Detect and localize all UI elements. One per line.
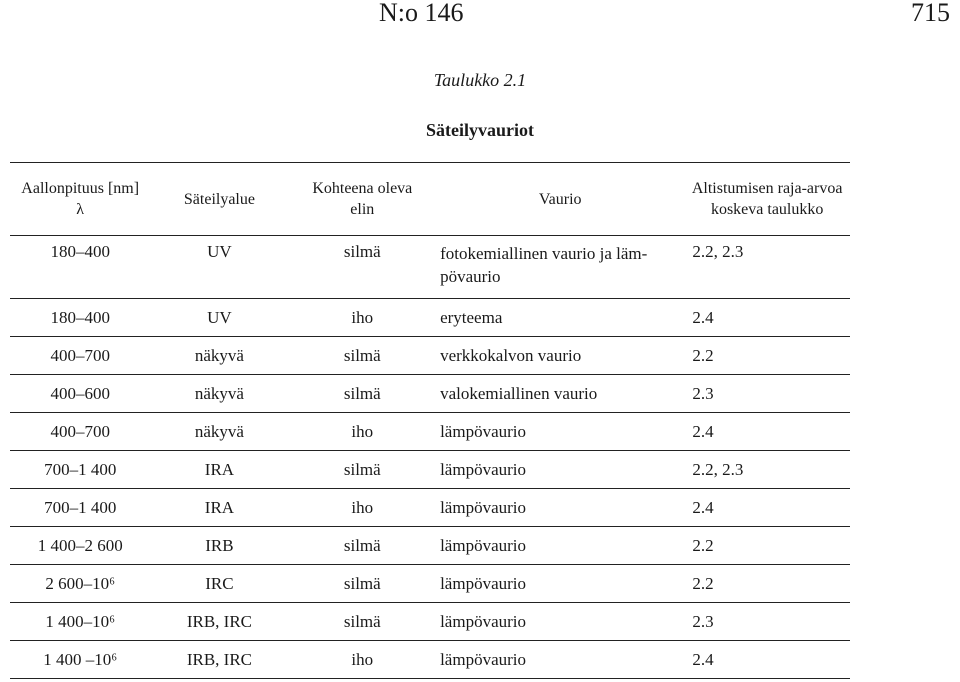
cell-damage bbox=[436, 236, 684, 299]
cell-organ: silmä bbox=[289, 375, 437, 413]
table-row bbox=[10, 375, 850, 413]
document-number: N:o 146 bbox=[379, 0, 464, 27]
cell-damage: eryteema bbox=[436, 299, 684, 337]
cell-damage: verkkokalvon vaurio bbox=[436, 337, 684, 375]
cell-organ: iho bbox=[289, 413, 437, 451]
cell-zone: IRB, IRC bbox=[150, 603, 288, 641]
cell-organ: silmä bbox=[289, 565, 437, 603]
cell-zone: IRB bbox=[150, 527, 288, 565]
cell-damage: lämpövaurio bbox=[436, 527, 684, 565]
cell-wavelength: 1 400–10⁶ bbox=[10, 603, 150, 641]
cell-wavelength: 1 400 –10⁶ bbox=[10, 641, 150, 679]
cell-damage: lämpövaurio bbox=[436, 413, 684, 451]
cell-reference: 2.3 bbox=[684, 375, 850, 413]
cell-zone: näkyvä bbox=[150, 413, 288, 451]
col-wavelength-symbol: λ bbox=[76, 201, 85, 218]
cell-zone: IRA bbox=[150, 451, 288, 489]
table-body bbox=[10, 236, 850, 679]
page-number: 715 bbox=[911, 0, 950, 27]
col-organ bbox=[289, 163, 437, 236]
cell-wavelength: 2 600–10⁶ bbox=[10, 565, 150, 603]
col-wavelength-label: Aallonpituus [nm] bbox=[21, 180, 140, 197]
cell-damage-line1: fotokemiallinen vaurio ja läm- bbox=[440, 244, 648, 263]
cell-reference: 2.4 bbox=[684, 413, 850, 451]
col-zone: Säteilyalue bbox=[150, 163, 288, 236]
table-row bbox=[10, 489, 850, 527]
cell-organ: iho bbox=[289, 641, 437, 679]
col-damage: Vaurio bbox=[436, 163, 684, 236]
cell-zone: näkyvä bbox=[150, 337, 288, 375]
cell-wavelength: 400–700 bbox=[10, 413, 150, 451]
cell-zone: IRC bbox=[150, 565, 288, 603]
col-organ-line2: elin bbox=[350, 201, 375, 218]
cell-reference: 2.2 bbox=[684, 337, 850, 375]
table-row bbox=[10, 236, 850, 299]
cell-reference: 2.4 bbox=[684, 299, 850, 337]
cell-wavelength: 180–400 bbox=[10, 299, 150, 337]
cell-reference: 2.2 bbox=[684, 565, 850, 603]
table-row bbox=[10, 641, 850, 679]
cell-zone: IRB, IRC bbox=[150, 641, 288, 679]
table-row bbox=[10, 603, 850, 641]
cell-wavelength: 180–400 bbox=[10, 236, 150, 299]
cell-damage: lämpövaurio bbox=[436, 641, 684, 679]
col-reference bbox=[684, 163, 850, 236]
cell-organ: iho bbox=[289, 489, 437, 527]
cell-zone: UV bbox=[150, 236, 288, 299]
cell-organ: iho bbox=[289, 299, 437, 337]
col-organ-line1: Kohteena oleva bbox=[312, 180, 413, 197]
table-row bbox=[10, 451, 850, 489]
header-row bbox=[10, 163, 850, 236]
table-row bbox=[10, 413, 850, 451]
cell-damage: lämpövaurio bbox=[436, 565, 684, 603]
cell-damage-line2: pövaurio bbox=[440, 267, 501, 286]
cell-wavelength: 400–600 bbox=[10, 375, 150, 413]
cell-reference: 2.2 bbox=[684, 527, 850, 565]
cell-organ: silmä bbox=[289, 337, 437, 375]
table-header bbox=[10, 163, 850, 236]
col-wavelength bbox=[10, 163, 150, 236]
table-number: Taulukko 2.1 bbox=[433, 70, 527, 90]
cell-damage: lämpövaurio bbox=[436, 489, 684, 527]
cell-reference: 2.4 bbox=[684, 489, 850, 527]
cell-wavelength: 1 400–2 600 bbox=[10, 527, 150, 565]
cell-reference: 2.4 bbox=[684, 641, 850, 679]
col-reference-line1: Altistumisen raja-arvoa bbox=[691, 180, 843, 197]
cell-damage: lämpövaurio bbox=[436, 451, 684, 489]
cell-reference: 2.2, 2.3 bbox=[684, 451, 850, 489]
cell-organ: silmä bbox=[289, 603, 437, 641]
cell-organ: silmä bbox=[289, 451, 437, 489]
table-row bbox=[10, 527, 850, 565]
cell-damage: valokemiallinen vaurio bbox=[436, 375, 684, 413]
cell-damage: lämpövaurio bbox=[436, 603, 684, 641]
cell-organ: silmä bbox=[289, 527, 437, 565]
table-title: Säteilyvauriot bbox=[426, 120, 534, 140]
cell-zone: näkyvä bbox=[150, 375, 288, 413]
cell-zone: IRA bbox=[150, 489, 288, 527]
col-reference-line2: koskeva taulukko bbox=[710, 201, 824, 218]
table-row bbox=[10, 337, 850, 375]
table-row bbox=[10, 565, 850, 603]
cell-reference: 2.3 bbox=[684, 603, 850, 641]
cell-wavelength: 400–700 bbox=[10, 337, 150, 375]
cell-reference: 2.2, 2.3 bbox=[684, 236, 850, 299]
table-row bbox=[10, 299, 850, 337]
radiation-damage-table bbox=[10, 162, 850, 679]
cell-wavelength: 700–1 400 bbox=[10, 451, 150, 489]
cell-organ: silmä bbox=[289, 236, 437, 299]
cell-wavelength: 700–1 400 bbox=[10, 489, 150, 527]
cell-zone: UV bbox=[150, 299, 288, 337]
